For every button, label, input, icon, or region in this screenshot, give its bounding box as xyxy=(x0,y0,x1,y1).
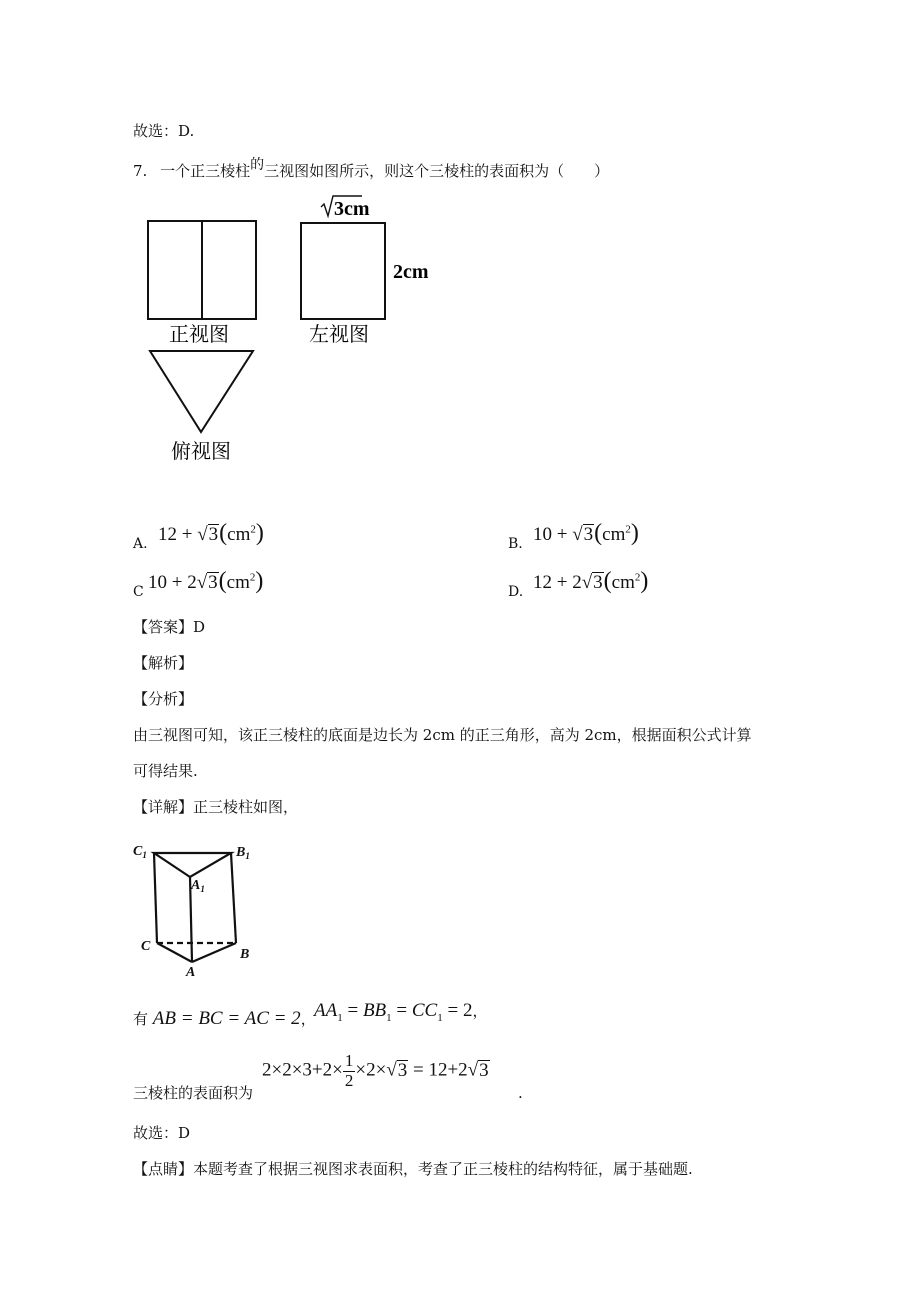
prev-answer: 故选：D. xyxy=(133,122,195,140)
side-width-label: 3cm xyxy=(334,198,370,220)
comment-text: 本题考查了根据三视图求表面积，考查了正三棱柱的结构特征，属于基础题. xyxy=(193,1160,693,1178)
vertex-c-label: C xyxy=(141,939,151,954)
option-d-label: D. xyxy=(508,584,524,600)
side-view-rect xyxy=(301,223,385,319)
surface-end: . xyxy=(518,1084,523,1102)
option-d-value: $12 + 2√3(cm^2)$ xyxy=(533,568,649,594)
fenxi-line-2: 可得结果. xyxy=(133,762,198,780)
side-view-label: 左视图 xyxy=(309,324,369,346)
fenxi-header: 【分析】 xyxy=(133,690,194,708)
vertex-c1-label: $C_1$ xyxy=(133,844,147,860)
answer-line: 【答案】D xyxy=(133,618,206,636)
option-a-value: $12 + √3(cm^2)$ xyxy=(158,520,264,546)
comment-header: 【点睛】 xyxy=(133,1160,194,1178)
question-stem-start: 一个正三棱柱 xyxy=(160,162,251,180)
vertex-a-label: A xyxy=(186,965,196,980)
top-view-triangle xyxy=(150,351,253,432)
prism-edge-ab xyxy=(192,943,236,962)
prism-edge-cc1 xyxy=(154,853,157,943)
question-text xyxy=(133,157,610,181)
three-view-figure xyxy=(140,192,460,467)
vertex-b-label: B xyxy=(240,947,250,962)
detail-text: 正三棱柱如图， xyxy=(193,798,299,816)
have-eq2: $AA_1 = BB_1 = CC_1 = 2$， xyxy=(314,1000,488,1024)
comment-line xyxy=(133,1158,693,1179)
top-view-label: 俯视图 xyxy=(171,441,231,463)
detail-header: 【详解】 xyxy=(133,798,194,816)
final-choice: 故选：D xyxy=(133,1124,191,1142)
question-stem-end: 三视图如图所示，则这个三棱柱的表面积为（ ） xyxy=(264,162,610,180)
question-number: 7. xyxy=(133,162,148,180)
have-line: 有 AB = BC = AC = 2， xyxy=(133,1008,316,1029)
option-c-label: C xyxy=(133,584,144,600)
have-eq1: AB = BC = AC = 2 xyxy=(152,1008,301,1029)
surface-prefix: 三棱柱的表面积为 xyxy=(133,1084,254,1102)
surface-formula: 2×2×3+2× $\frac{1}{2}$ ×2×√3 = 12+2√3 xyxy=(262,1051,489,1090)
prism-edge-ca xyxy=(157,943,192,962)
vertex-a1-label: $A_1$ xyxy=(191,878,205,894)
prism-top-face xyxy=(154,853,231,877)
have-prefix: 有 xyxy=(133,1010,149,1028)
side-height-label: 2cm xyxy=(393,261,429,283)
prism-edge-bb1 xyxy=(231,853,236,943)
fenxi-line-1: 由三视图可知，该正三棱柱的底面是边长为 2cm 的正三角形，高为 2cm，根据面积公式计算 xyxy=(133,726,752,744)
analysis-header: 【解析】 xyxy=(133,654,194,672)
option-a-label: A. xyxy=(133,536,148,552)
prism-figure xyxy=(130,836,265,981)
vertex-b1-label: $B_1$ xyxy=(236,845,250,861)
front-view-label: 正视图 xyxy=(169,324,229,346)
detail-line xyxy=(133,796,298,817)
option-b-value: $10 + √3(cm^2)$ xyxy=(533,520,639,546)
option-b-label: B. xyxy=(508,536,523,552)
option-c-value: $10 + 2√3(cm^2)$ xyxy=(148,568,264,594)
question-stem-raised: 的 xyxy=(250,157,265,173)
